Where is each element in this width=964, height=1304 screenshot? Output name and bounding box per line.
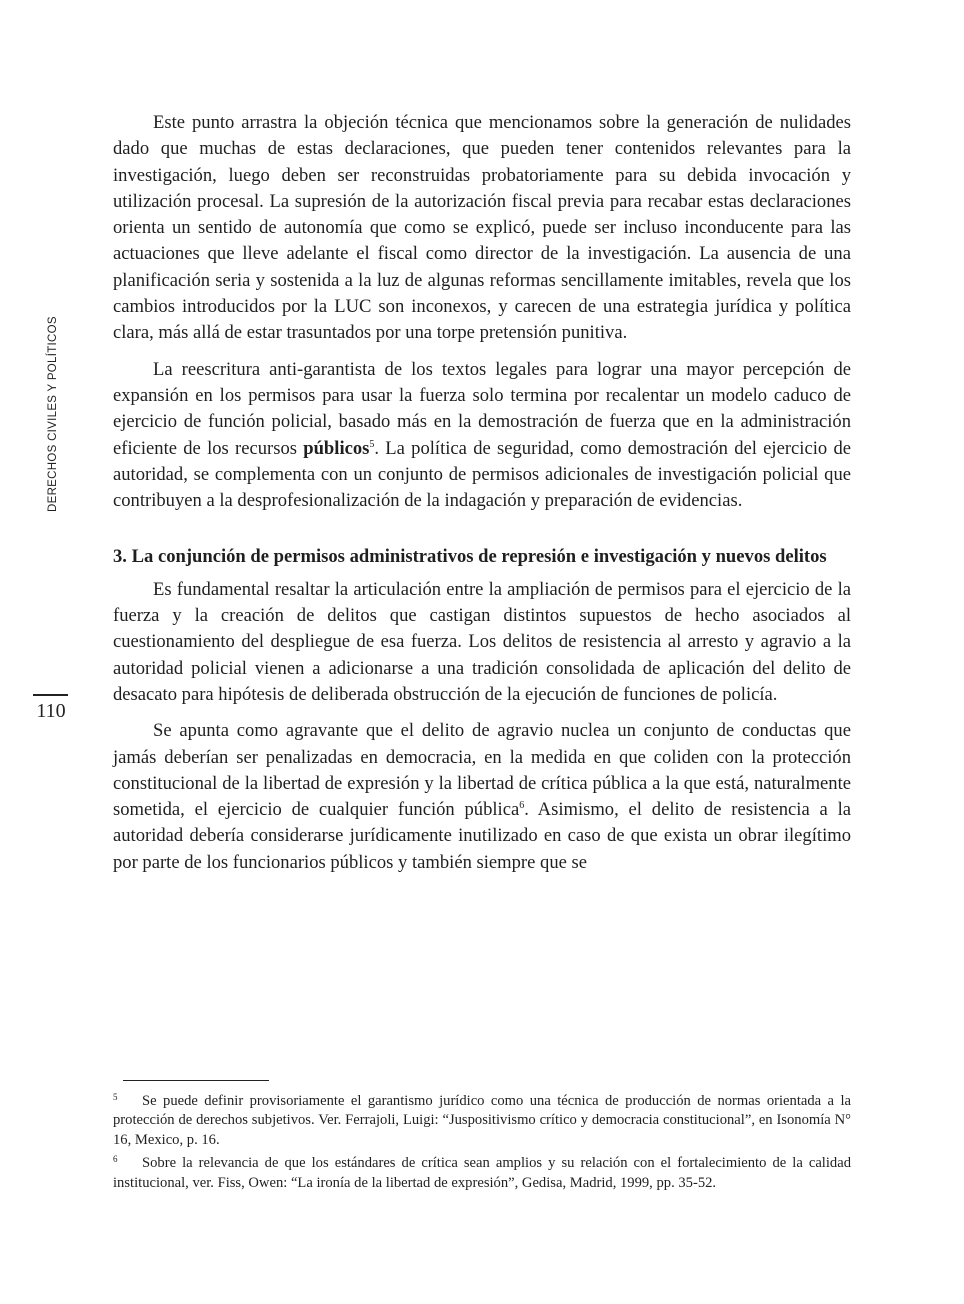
paragraph-4-text-a: Se apunta como agravante que el delito de agravio nuclea un conjunto de conductas que jamás deberían ser penalizadas en democracia, en la medida en que coliden con la protección constitucional de la libertad de expresión y la libertad de crítica pública a la que está, naturalmente sometida, el ejercicio de cualquier función pública [113,720,851,821]
footnote-6 [113,1150,851,1193]
paragraph-3: Es fundamental resaltar la articulación entre la ampliación de permisos para el ejercicio de la fuerza y la creación de delitos que castigan distintos supuestos de hecho asociados al cuestionamiento del despliegue de esa fuerza. Los delitos de resistencia al arresto y agravio a la autoridad policial vienen a adicionarse a una tradición consolidada de aplicación del delito de desacato para hipótesis de deliberada obstrucción de la ejecución de funciones de policía. [113,578,851,705]
footnote-ref-6[interactable]: 6 [519,800,525,812]
running-header-section-title: DERECHOS CIVILES Y POLÍTICOS [47,316,59,512]
footnote-ref-5[interactable]: 5 [369,438,375,450]
paragraph-2 [113,357,851,515]
footnote-separator [123,1080,269,1081]
footnote-5-number: 5 [113,1092,118,1102]
paragraph-1: Este punto arrastra la objeción técnica que mencionamos sobre la generación de nulidades dado que muchas de estas declaraciones, que pueden tener contenidos relevantes para la investigación, luego deben ser reconstruidas probatoriamente para su debida invocación y utilización procesal. La supresión de la autorización fiscal previa para recabar estas declaraciones orienta un sentido de autonomía que como se explicó, puede ser incluso inconducente para las actuaciones que lleve adelante el fiscal como director de la investigación. La ausencia de una planificación seria y sostenida a la luz de algunas reformas sencillamente imitables, revela que los cambios introducidos por la LUC son inconexos, y carecen de una estrategia jurídica y política clara, más allá de estar trasuntados por una torpe pretensión punitiva. [113,112,851,344]
paragraph-4-text-b: . Asimismo, el delito de resistencia a la autoridad debería considerarse jurídicamente inutilizado en caso de que exista un obrar ilegítimo por parte de los funcionarios públicos y también siempre que se [113,799,851,873]
page-number-rule [33,694,68,696]
paragraph-2-text-a: La reescritura anti-garantista de los textos legales para lograr una mayor percepción de expansión en los permisos para usar la fuerza solo termina por recalentar un modelo caduco de ejercicio de función policial, basado más en la demostración de fuerza que en la administración eficiente de los recursos [113,358,851,459]
footnote-5-text: Se puede definir provisoriamente el garantismo jurídico como una técnica de producción de normas orientada a la protección de derechos subjetivos. Ver. Ferrajoli, Luigi: “Juspositivismo crítico y democracia constitucional”, en Isonomía N° 16, Mexico, p. 16. [113,1093,851,1148]
footnotes [113,1088,851,1193]
paragraph-2-text-b: . La política de seguridad, como demostración del ejercicio de autoridad, se complementa con un conjunto de permisos adicionales de investigación policial que contribuyen a la desprofesionalización de la indagación y preparación de evidencias. [113,437,851,512]
footnote-6-text: Sobre la relevancia de que los estándares de crítica sean amplios y su relación con el fortalecimiento de la calidad institucional, ver. Fiss, Owen: “La ironía de la libertad de expresión”, Gedisa, Madrid, 1999, pp. 35-52. [113,1155,851,1191]
footnote-6-number: 6 [113,1154,118,1165]
main-text [113,110,851,876]
section-heading: 3. La conjunción de permisos administrativos de represión e investigación y nuevos delitos [113,546,827,568]
paragraph-4 [113,718,851,876]
page-number: 110 [36,700,66,722]
paragraph-2-bold-word: públicos [303,437,370,459]
footnote-5 [113,1088,851,1150]
